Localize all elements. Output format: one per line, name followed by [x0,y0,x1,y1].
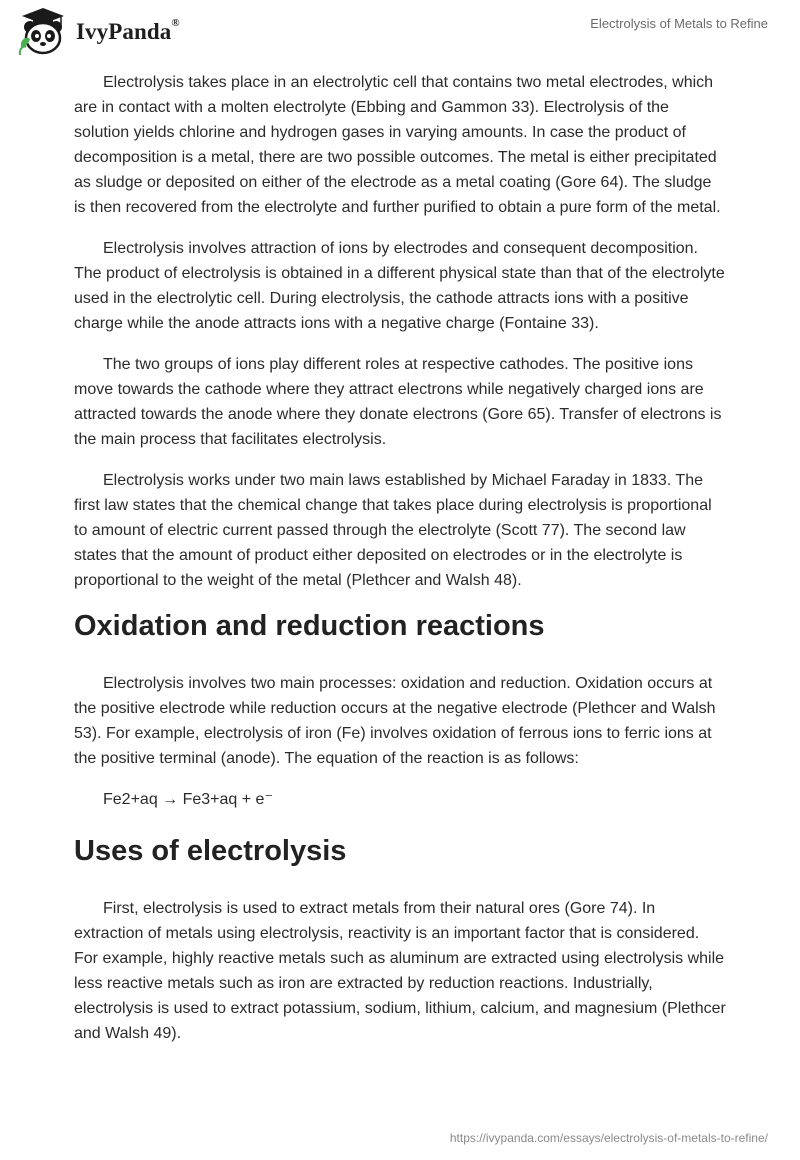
ivypanda-logo[interactable] [16,6,180,58]
section-heading-oxidation: Oxidation and reduction reactions [74,610,545,642]
paragraph: Electrolysis works under two main laws established by Michael Faraday in 1833. The first law states that the chemical change that takes place during electrolysis is proportional to amount of electric current passed through the electrolyte (Scott 77). The second law states that the amount of product either deposited on electrodes or in the electrolyte is proportional to the weight of the metal (Plethcer and Walsh 48). [74,472,712,589]
panda-graduate-icon [16,5,70,59]
document-title: Electrolysis of Metals to Refine [590,16,768,31]
paragraph: Electrolysis involves attraction of ions by electrodes and consequent decomposition. The product of electrolysis is obtained in a different physical state than that of the electrolyte used in the electrolytic cell. During electrolysis, the cathode attracts ions with a positive charge while the anode attracts ions with a negative charge (Fontaine 33). [74,240,725,332]
paragraph: Electrolysis takes place in an electrolytic cell that contains two metal electrodes, which are in contact with a molten electrolyte (Ebbing and Gammon 33). Electrolysis of the solution yields chlorine and hydrogen gases in varying amounts. In case the product of decomposition is a metal, there are two possible outcomes. The metal is either precipitated as sludge or deposited on either of the electrode as a metal coating (Gore 64). The sludge is then recovered from the electrolyte and further purified to obtain a pure form of the metal. [74,74,721,216]
section-heading-uses: Uses of electrolysis [74,835,347,867]
page-header [0,0,800,66]
source-url[interactable]: https://ivypanda.com/essays/electrolysis-of-metals-to-refine/ [449,1131,768,1145]
paragraph: Electrolysis involves two main processes: oxidation and reduction. Oxidation occurs at the positive electrode while reduction occurs at the negative electrode (Plethcer and Walsh 53). For example, electrolysis of iron (Fe) involves oxidation of ferrous ions to ferric ions at the positive terminal (anode). The equation of the reaction is as follows: [74,675,716,767]
essay-body [74,70,726,1062]
paragraph: First, electrolysis is used to extract metals from their natural ores (Gore 74). In extraction of metals using electrolysis, reactivity is an important factor that is considered. For example, highly reactive metals such as aluminum are extracted using electrolysis while less reactive metals such as iron are extracted by reduction reactions. Industrially, electrolysis is used to extract potassium, sodium, lithium, calcium, and magnesium (Plethcer and Walsh 49). [74,900,726,1042]
logo-text: IvyPanda® [76,17,180,44]
reaction-equation: Fe2+aq → Fe3+aq + e⁻ [103,791,273,808]
paragraph: The two groups of ions play different roles at respective cathodes. The positive ions move towards the cathode where they attract electrons while negatively charged ions are attracted towards the anode where they donate electrons (Gore 65). Transfer of electrons is the main process that facilitates electrolysis. [74,356,722,448]
